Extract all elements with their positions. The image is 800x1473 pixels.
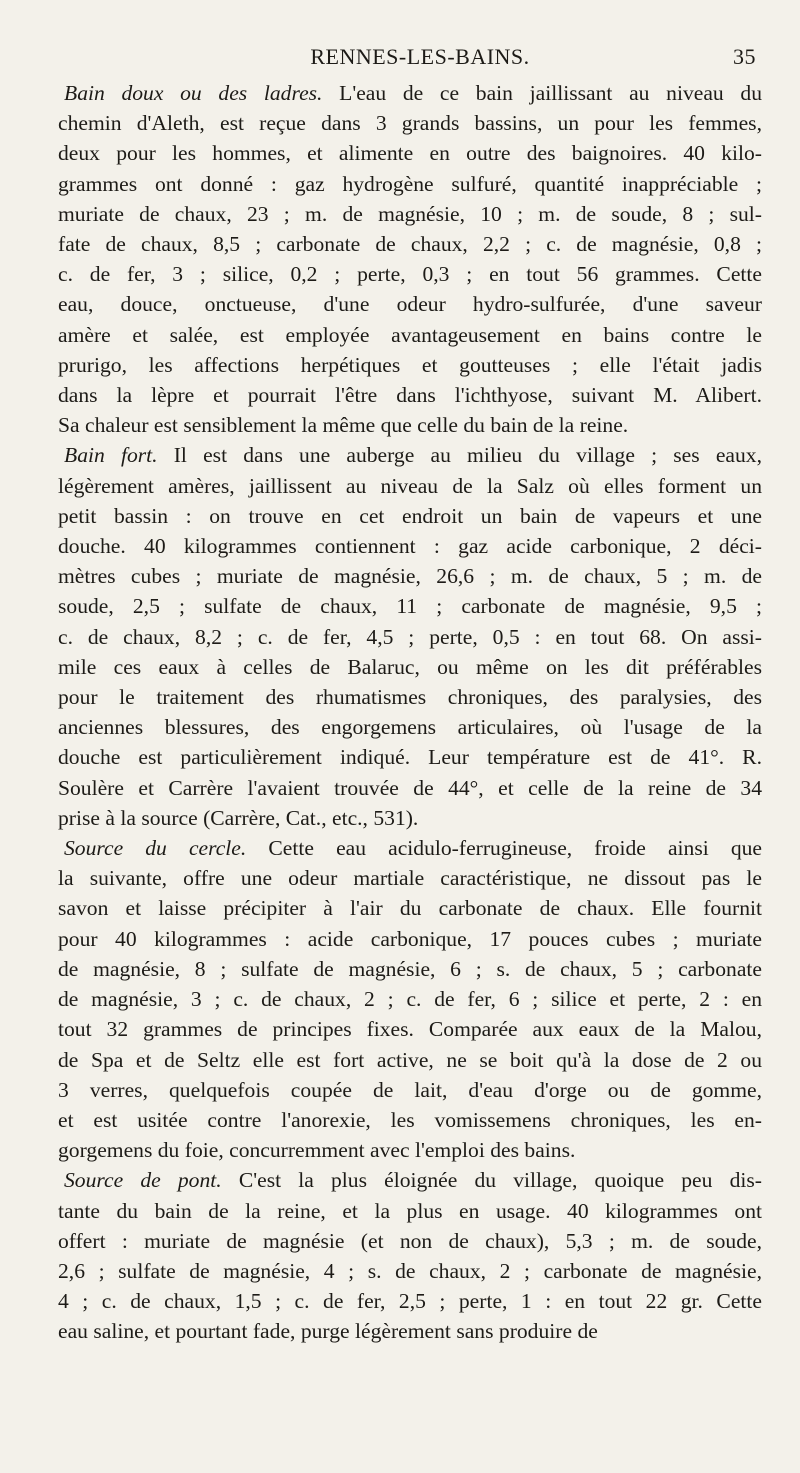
text-line: Bain doux ou des ladres. L'eau de ce bain jaillissant au niveau du (64, 81, 762, 105)
text-line: Sa chaleur est sensiblement la même que celle du bain de la reine. (58, 413, 629, 438)
text-line: pour 40 kilogrammes : acide carbonique, 17 pouces cubes ; muriate (58, 926, 762, 951)
text-line: offert : muriate de magnésie (et non de chaux), 5,3 ; m. de soude, (58, 1228, 762, 1253)
paragraph (58, 833, 762, 1165)
paragraph-title: Bain fort. (64, 443, 158, 468)
text-line: douche. 40 kilogrammes contiennent : gaz acide carbonique, 2 déci- (58, 534, 762, 559)
text-line: Source du cercle. Cette eau acidulo-ferrugineuse, froide ainsi que (64, 836, 763, 861)
paragraph-title: Bain doux ou des ladres. (64, 81, 323, 105)
text-line: 3 verres, quelquefois coupée de lait, d'eau d'orge ou de gomme, (58, 1077, 762, 1102)
text-line: anciennes blessures, des engorgemens articulaires, où l'usage de la (58, 715, 762, 740)
text-line: Bain fort. Il est dans une auberge au milieu du village ; ses eaux, (64, 443, 762, 468)
text-line: amère et salée, est employée avantageusement en bains contre le (58, 322, 762, 347)
text-line: eau, douce, onctueuse, d'une odeur hydro-sulfurée, d'une saveur (58, 292, 762, 317)
running-title: RENNES-LES-BAINS. (310, 44, 530, 69)
text-line: gorgemens du foie, concurremment avec l'emploi des bains. (58, 1138, 576, 1163)
paragraph-title: Source de pont. (64, 1168, 222, 1193)
text-line: pour le traitement des rhumatismes chroniques, des paralysies, des (58, 685, 762, 710)
text-line: de magnésie, 3 ; c. de chaux, 2 ; c. de fer, 6 ; silice et perte, 2 : en (58, 987, 762, 1012)
text-line: Source de pont. C'est la plus éloignée du village, quoique peu dis- (64, 1168, 762, 1193)
text-line: et est usitée contre l'anorexie, les vomissemens chroniques, les en- (58, 1107, 762, 1132)
text-line: Soulère et Carrère l'avaient trouvée de 44°, et celle de la reine de 34 (58, 775, 762, 800)
text-line: tante du bain de la reine, et la plus en usage. 40 kilogrammes ont (58, 1198, 762, 1223)
text-line: savon et laisse précipiter à l'air du carbonate de chaux. Elle fournit (58, 896, 762, 921)
page-body (58, 78, 762, 1347)
text-line: soude, 2,5 ; sulfate de chaux, 11 ; carbonate de magnésie, 9,5 ; (58, 594, 762, 619)
text-line: mile ces eaux à celles de Balaruc, ou même on les dit préférables (58, 654, 762, 679)
text-line: la suivante, offre une odeur martiale caractéristique, ne dissout pas le (58, 866, 762, 891)
paragraph (58, 440, 762, 833)
text-line: prurigo, les affections herpétiques et goutteuses ; elle l'était jadis (58, 352, 762, 377)
running-header (58, 44, 762, 78)
text-line: petit bassin : on trouve en cet endroit un bain de vapeurs et une (58, 503, 762, 528)
text-line: prise à la source (Carrère, Cat., etc., 531). (58, 805, 419, 830)
text-line: de Spa et de Seltz elle est fort active, ne se boit qu'à la dose de 2 ou (58, 1047, 762, 1072)
text-line: tout 32 grammes de principes fixes. Comparée aux eaux de la Malou, (58, 1017, 762, 1042)
paragraph-title: Source du cercle. (64, 836, 247, 861)
text-line: deux pour les hommes, et alimente en outre des baignoires. 40 kilo- (58, 141, 762, 166)
text-line: dans la lèpre et pourrait l'être dans l'ichthyose, suivant M. Alibert. (58, 383, 762, 408)
paragraph (58, 1165, 762, 1346)
text-line: c. de fer, 3 ; silice, 0,2 ; perte, 0,3 ; en tout 56 grammes. Cette (58, 262, 762, 287)
text-line: de magnésie, 8 ; sulfate de magnésie, 6 ; s. de chaux, 5 ; carbonate (58, 956, 762, 981)
text-line: fate de chaux, 8,5 ; carbonate de chaux, 2,2 ; c. de magnésie, 0,8 ; (58, 232, 762, 257)
text-line: légèrement amères, jaillissent au niveau de la Salz où elles forment un (58, 473, 762, 498)
paragraph (58, 78, 762, 440)
text-line: muriate de chaux, 23 ; m. de magnésie, 10 ; m. de soude, 8 ; sul- (58, 201, 762, 226)
text-line: douche est particulièrement indiqué. Leur température est de 41°. R. (58, 745, 762, 770)
page-number: 35 (733, 44, 756, 69)
text-line: 4 ; c. de chaux, 1,5 ; c. de fer, 2,5 ; perte, 1 : en tout 22 gr. Cette (58, 1289, 762, 1314)
text-line: grammes ont donné : gaz hydrogène sulfuré, quantité inappréciable ; (58, 171, 762, 196)
text-line: c. de chaux, 8,2 ; c. de fer, 4,5 ; perte, 0,5 : en tout 68. On assi- (58, 624, 762, 649)
text-line: eau saline, et pourtant fade, purge légèrement sans produire de (58, 1319, 598, 1344)
text-line: chemin d'Aleth, est reçue dans 3 grands bassins, un pour les femmes, (58, 111, 762, 136)
text-line: mètres cubes ; muriate de magnésie, 26,6 ; m. de chaux, 5 ; m. de (58, 564, 762, 589)
text-line: 2,6 ; sulfate de magnésie, 4 ; s. de chaux, 2 ; carbonate de magnésie, (58, 1258, 762, 1283)
